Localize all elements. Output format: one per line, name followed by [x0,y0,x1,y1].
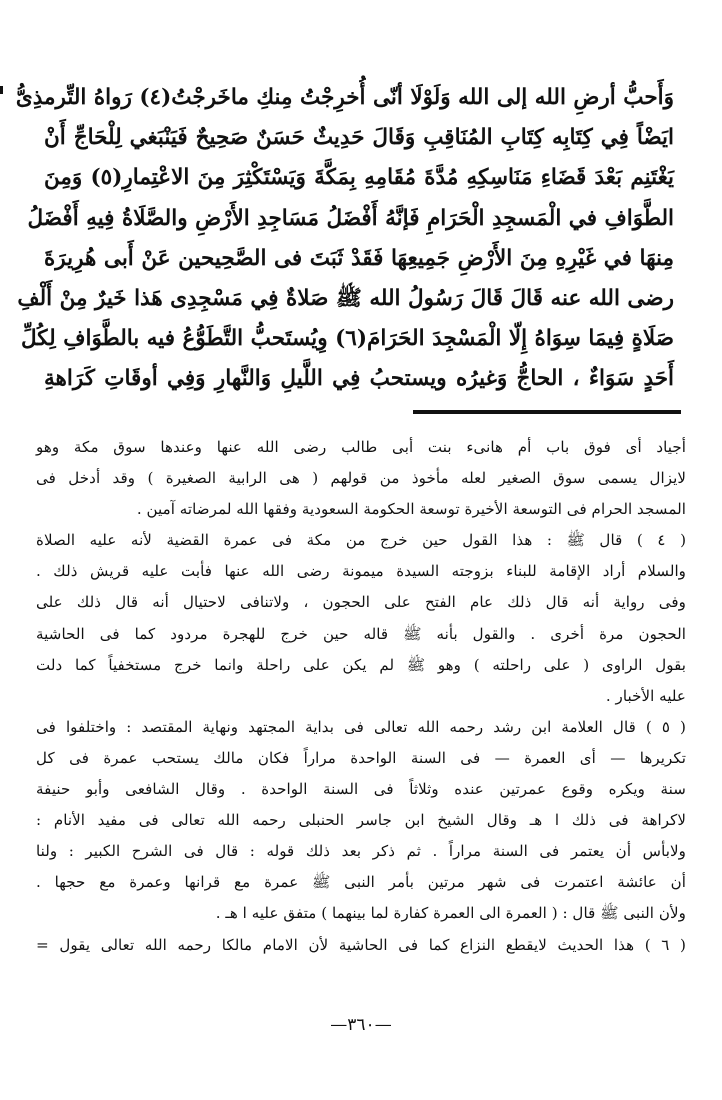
footnote-line: ولابأس أن يعتمر فى السنة مراراً . ثم ذكر بعد ذلك قوله : قال فى الشرح الكبير : ولنا [36,842,686,861]
main-text-line: مِنهَا في غَيْرِهِ مِنَ الأَرْضِ جَمِيعِهَا فَقَدْ ثَبَتَ فى الصَّحِيحين عَنْ أَبى هُرِيرَةَ [44,245,674,271]
footnote-line: وفى رواية أنه قال ذلك عام الفتح على الحجون ، ولاتنافى لاحتيال أنه قال ذلك على [36,593,686,612]
footnote-line: ولأن النبى ﷺ قال : ( العمرة الى العمرة كفارة لما بينهما ) متفق عليه ا هـ . [215,904,686,923]
footnote-divider [413,410,681,414]
main-text-line: صَلَاةٍ فِيمَا سِوَاهُ إِلّا الْمَسْجِدَ الحَرَامَ(٦) وِيُستَحبُّ التَّطَوُّعُ فيه بالطَّوَافِ لِكُلِّ [21,326,674,352]
footnote-line: أجياد أى فوق باب أم هانىء بنت أبى طالب رضى الله عنها وعندها سوق مكة وهو [36,438,686,456]
footnote-line: الحجون مرة أخرى . والقول بأنه ﷺ قاله حين خرج للهجرة مردود كما فى الحاشية [36,624,686,643]
footnote-line: لاكراهة فى ذلك ا هـ وقال الشيخ ابن جاسر الحنبلى رحمه الله تعالى فى مفيد الأنام : [36,811,686,830]
main-text-line: الطَّوَافِ في الْمَسجِدِ الْحَرَامِ فَإنَّهُ أَفْضَلُ مَسَاجِدِ الأَرْضِ والصَّلَاةُ فِيهِ أَفْضَلُ [27,205,674,231]
footnote-line: ( ٦ ) هذا الحديث لايقطع النزاع كما فى الحاشية لأن الامام مالكا رحمه الله تعالى يقول = [36,935,686,954]
main-text-line: أَحَدٍ سَوَاءٌ ، الحاجُّ وَغيرُه ويستحبُ فِي اللَّيلِ وَالنَّهارِ وَفِي أوقَاتِ كَرَاهةِ [44,366,674,392]
footnote-line: سنة ويكره وقوع عمرتين عنده وثلاثاً فى السنة الواحدة . وقال الشافعى وأبو حنيفة [36,780,686,799]
footnote-line: والسلام أراد الإقامة للبناء بزوجته السيدة ميمونة رضى الله عنها فأبت عليه قريش ذلك . [36,562,686,581]
main-text-line: رضى الله عنه قَالَ قَالَ رَسُولُ الله ﷺ صَلاةٌ فِي مَسْجِدِى هَذا خَيرٌ مِنْ أَلْفِ [17,285,674,311]
main-text-block [15,78,674,400]
footnotes-block [36,432,686,961]
main-text-line: وَأَحبُّ أرضِ الله إلى الله وَلَوْلَا أنّى أُخرِجْتُ مِنكِ ماخَرجْتُ(٤) رَواهُ التِّرمذِىُّ [15,85,674,110]
main-text-line: يَغْتَنِم بَعْدَ قَضَاءِ مَنَاسِكِهِ مُدَّةَ مُقَامِهِ بِمَكَّةَ وَيَسْتَكْثِرَ مِنَ الاعْتِمارِ(٥) وَمِنَ [44,165,674,191]
footnote-line: ( ٤ ) قال ﷺ : هذا القول حين خرج من مكة فى عمرة القضية لأنه عليه الصلاة [36,531,686,550]
footnote-line: بقول الراوى ( على راحلته ) وهو ﷺ لم يكن على راحلة وانما خرج مستخفياً كما دلت [36,655,686,674]
margin-mark [0,86,3,94]
main-text-line: ايَضْاً فِي كِتَابِه كِتَابِ المُنَاقِبِ وَقَالَ حَدِيثٌ حَسَنٌ صَحِيحٌ فَيَنْبَغي لِلْحَاجِّ أَنْ [44,125,674,151]
footnote-line: أن عائشة اعتمرت فى شهر مرتين بأمر النبى ﷺ عمرة مع قرانها وعمرة مع حجها . [36,873,686,892]
footnote-line: عليه الأخبار . [605,686,686,705]
footnote-line: ( ٥ ) قال العلامة ابن رشد رحمه الله تعالى فى بداية المجتهد ونهاية المقتصد : واختلفوا فى [36,717,686,736]
page-number: —٣٦٠— [330,1015,392,1035]
footnote-line: تكريرها — أى العمرة — فى السنة الواحدة مراراً فكان مالك يستحب عمرة فى كل [36,748,686,767]
footnote-line: المسجد الحرام فى التوسعة الأخيرة توسعة الحكومة السعودية وفقها الله لمرضاته آمين . [136,500,686,519]
footnote-line: لايزال يسمى سوق الصغير لعله مأخوذ من قولهم ( هى الرابية الصغيرة ) وقد أدخل فى [36,469,686,488]
